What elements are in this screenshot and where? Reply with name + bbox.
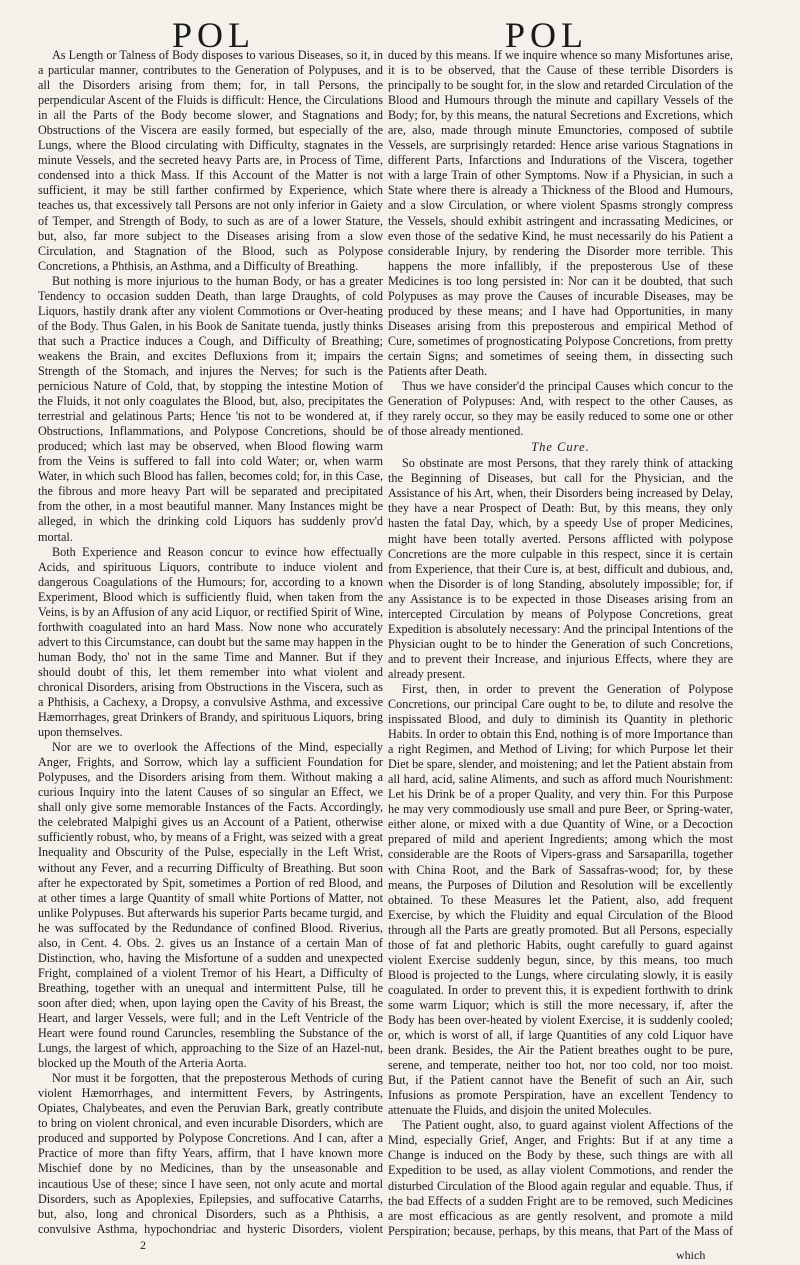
paragraph-continuation: duced by this means. If we inquire whence so many Misfortunes arise, it is to be observed, that the Cause of these terrible Disorders is principally to be sought for, in the slow and retarded Circulation of the Blood and Humours through the minute and capillary Vessels of the Body; for, by this means, the natural Secretions and Excretions, which are, also, made through minute Emunctories, composed of subtile Vessels, are surprisingly retarded: Hence arise various Stagnations in different Parts, Infarctions and Indurations of the Viscera, together with a large Train of other Symptoms. Now if a Physician, in such a State where there is already a Thickness of the Blood and Humours, and a slow Circulation, or where violent Spasms strongly compress the Vessels, should exhibit astringent and incrassating Medicines, or even those of the sedative Kind, he must necessarily do his Patient a considerable Injury, by rendering the Disorder more terrible. This happens the more infallibly, if the preposterous Use of these Medicines is too long persisted in: Nor can it be doubted, that such Polypuses as may prove the Causes of incurable Diseases, may be produced by these means; and I have had Opportunities, in many Diseases arising from this preposterous and empirical Method of Cure, sometimes of prognosticating Polypose Concretions, from pretty certain Signs; and sometimes of seeing them, in dissecting such Patients after Death. (388, 48, 733, 378)
running-head-left: POL (172, 15, 256, 55)
paragraph-patient-ought: The Patient ought, also, to guard against violent Affections of the Mind, especially Grief, Anger, and Frights: But if at any time a Change is induced on the Body by these, such things are with all Expedition to be used, as allay violent Commotions, and render the disturbed Circulation of the Blood again regular and equable. Thus, if the bad Effects of a sudden Fright are to be removed, such Medicines are most efficacious as are gently resolvent, and promote a mild Perspiration; because, perhaps, by this means, that Part of the Mass of (388, 1118, 733, 1238)
running-head-right: POL (505, 15, 589, 55)
paragraph-tall-persons: As Length or Talness of Body disposes to various Diseases, so it, in a particular manner, contributes to the Generation of Polypuses, and all the Disorders arising from them; for, in tall Persons, the perpendicular Ascent of the Fluids is difficult: Hence, the Circulations in all the Parts of the Body become slower, and Stagnations and Obstructions of the Viscera are easily formed, but especially of the Lungs, where the Blood circulating with Difficulty, stagnates in the minute Vessels, and the secreted heavy Parts are, in Process of Time, condensed into a thick Mass. If this Account of the Matter is not sufficient, it may be still farther confirmed by Experience, which teaches us, that excessively tall Persons are not only inferior in Gaiety of Temper, and Strength of Body, to such as are of a lower Stature, but, also, far more subject to the Diseases arising from a slow Circulation, and Stagnation of the Blood, such as Polypose Concretions, a Phthisis, an Asthma, and a Difficulty of Breathing. (38, 48, 383, 273)
right-column (388, 48, 733, 1238)
paragraph-affections-mind: Nor are we to overlook the Affections of the Mind, especially Anger, Frights, and Sorrow, which lay a sufficient Foundation for Polypuses, and the Disorders arising from them. Without making a curious Inquiry into the latent Causes of so singular an Effect, we shall only give some memorable Instances of the Facts. Accordingly, the celebrated Malpighi gives us an Account of a Patient, otherwise sufficiently robust, who, by means of a Fright, was seized with a great Inequality and Obscurity of the Pulse, especially in the Left Wrist, without any Fever, and a recurring Difficulty of Breathing. But soon after he expectorated by Spit, sometimes a Portion of red Blood, and at other times a large Quantity of small white Portions of Matter, not unlike Polypuses. But afterwards his superior Parts became turgid, and he was suffocated by the Redundance of confined Blood. Riverius, also, in Cent. 4. Obs. 2. gives us an Instance of a certain Man of Distinction, who, having the Misfortune of a sudden and unexpected Fright, complained of a violent Tremor of his Heart, a Difficulty of Breathing, together with an unequal and intermittent Pulse, till he soon after died; when, upon laying open the Cavity of his Breast, the Heart, and larger Vessels, were full; and in the Left Ventricle of the Heart were found round Caruncles, resembling the Substance of the Lungs, the largest of which, approaching to the Size of an Hazel-nut, blocked up the Mouth of the Arteria Aorta. (38, 740, 383, 1071)
page-number: 2 (140, 1238, 146, 1252)
paragraph-first-then: First, then, in order to prevent the Generation of Polypose Concretions, our principal Care ought to be, to dilute and resolve the inspissated Blood, and duly to diminish its Quantity in plethoric Habits. In order to obtain this End, nothing is of more Importance than a right Regimen, and Method of Living; for which Purpose let their Diet be spare, slender, and moistening; and let the Patient abstain from all hard, acid, saline Aliments, and such as afford much Nourishment: Let his Drink be of a proper Quality, and very thin. For this Purpose he may very commodiously use small and pure Beer, or Spring-water, either alone, or mixed with a due Quantity of Wine, or a Decoction prepared of mild and aperient Ingredients; among which the most considerable are the Roots of Vipers-grass and Sarsaparilla, together with China Root, and the Bark of Sassafras-wood; for, by these means, the Purposes of Dilution and Resolution will be excellently obtained. To these Measures let the Patient, also, add frequent Exercise, by which the Fluidity and equal Circulation of the Blood through all the Parts are greatly promoted. But all Persons, especially those of fat and plethoric Habits, ought carefully to guard against violent Exercise suddenly begun, since, by this means, too much Blood is projected to the Lungs, where circulating slowly, it is easily coagulated. In order to prevent this, it is expedient forthwith to drink some warm Liquor; which is still the more necessary, if, after the Body has been over-heated by violent Exercise, it is suddenly cooled; or, which is worst of all, if large Quantities of any cold Liquor have been drank. Besides, the Air the Patient breathes ought to be pure, serene, and temperate, neither too hot, nor too cold, nor too moist. But, if the Patient cannot have the Benefit of such an Air, such Infusions as promote Perspiration, have an excellent Tendency to attenuate the Fluids, and disjoin the united Molecules. (388, 681, 733, 1118)
paragraph-obstinate: So obstinate are most Persons, that they rarely think of attacking the Beginning of Diseases, but call for the Physician, and the Assistance of his Art, when, their Disorders being increased by Delay, they have a near Prospect of Death: But, by this means, they only hasten the fatal Day, which, by a speedy Use of proper Medicines, might have been totally averted. Persons afflicted with polypose Concretions are the more culpable in this respect, since it is certain from Experience, that their Cure is, at best, difficult and dubious, and, when the Disorder is of long Standing, absolutely impossible; for, if any Assistance is to be expected in those Diseases arising from an intercepted Circulation by means of Polypose Concretions, great Expedition is absolutely necessary: And the principal Intentions of the Physician ought to be to hinder the Generation of such Concretions, and to prevent their Increase, and injurious Effects, where they are already present. (388, 456, 733, 681)
paragraph-hemorrhages: Nor must it be forgotten, that the preposterous Methods of curing violent Hæmorrhages, and intermittent Fevers, by Astringents, Opiates, Chalybeates, and even the Peruvian Bark, greatly contribute to bring on violent chronical, and even incurable Disorders, which are produced and supported by Polypose Concretions. And I can, after a Practice of more than fifty Years, affirm, that I have known more Mischief done by no Medicines, than by the unseasonable and incautious Use of these; since I have seen, not only acute and mortal Disorders, such as Apoplexies, Epilepsies, and suffocative Catarrhs, but, also, long and chronical Disorders, such as a Phthisis, a convulsive Asthma, hypochondriac and hysteric Disorders, violent (38, 1071, 383, 1236)
left-column (38, 48, 383, 1238)
catchword: which (676, 1248, 706, 1262)
paragraph-acids-spirits: Both Experience and Reason concur to evince how effectually Acids, and spirituous Liquors, contribute to induce violent and dangerous Coagulations of the Humours; for, according to a known Experiment, Blood which is sufficiently fluid, when taken from the Veins, is by an Affusion of any acid Liquor, or rectified Spirit of Wine, forthwith coagulated into an hard Mass. Now none who accurately advert to this Circumstance, can doubt but the same may happen in the human Body, tho' not in the same Time and Manner. But if they should doubt of this, let them remember into what violent and chronical Disorders, arising from Obstructions in the Viscera, such as a Phthisis, a Cachexy, a Dropsy, a convulsive Asthma, and excessive Hæmorrhages, great Drinkers of Brandy, and spirituous Liquors, bring upon themselves. (38, 544, 383, 740)
paragraph-cold-liquors: But nothing is more injurious to the human Body, or has a greater Tendency to occasion sudden Death, than large Draughts, of cold Liquors, hastily drank after any violent Commotions or Over-heating of the Body. Thus Galen, in his Book de Sanitate tuenda, justly thinks that such a Practice induces a Cough, and Difficulty of Breathing; weakens the Brain, and excites Defluxions from it; impairs the Strength of the Stomach, and injures the Nerves; for such is the pernicious Nature of Cold, that, by stopping the intestine Motion of the Fluids, it not only coagulates the Blood, but, also, precipitates the terrestrial and gelatinous Parts; Hence 'tis not to be wondered at, if Obstructions, Inflammations, and Polypose Concretions, should be produced; which last may be observed, when Blood flowing warm from the Veins is suffered to fall into cold Water; or, when warm Water, in which such Blood has fallen, becomes cold; for, in this Case, the fibrous and more heavy Part will be separated and precipitated from the other, in a most beautiful manner. Many Instances might be alleged, in which the drinking cold Liquors has suddenly prov'd mortal. (38, 273, 383, 544)
paragraph-causes-summary: Thus we have consider'd the principal Causes which concur to the Generation of Polypuses: And, with respect to the other Causes, as they rarely occur, so they may be easily reduced to some one or other of those already mentioned. (388, 379, 733, 439)
section-heading-cure: The Cure. (531, 440, 590, 455)
